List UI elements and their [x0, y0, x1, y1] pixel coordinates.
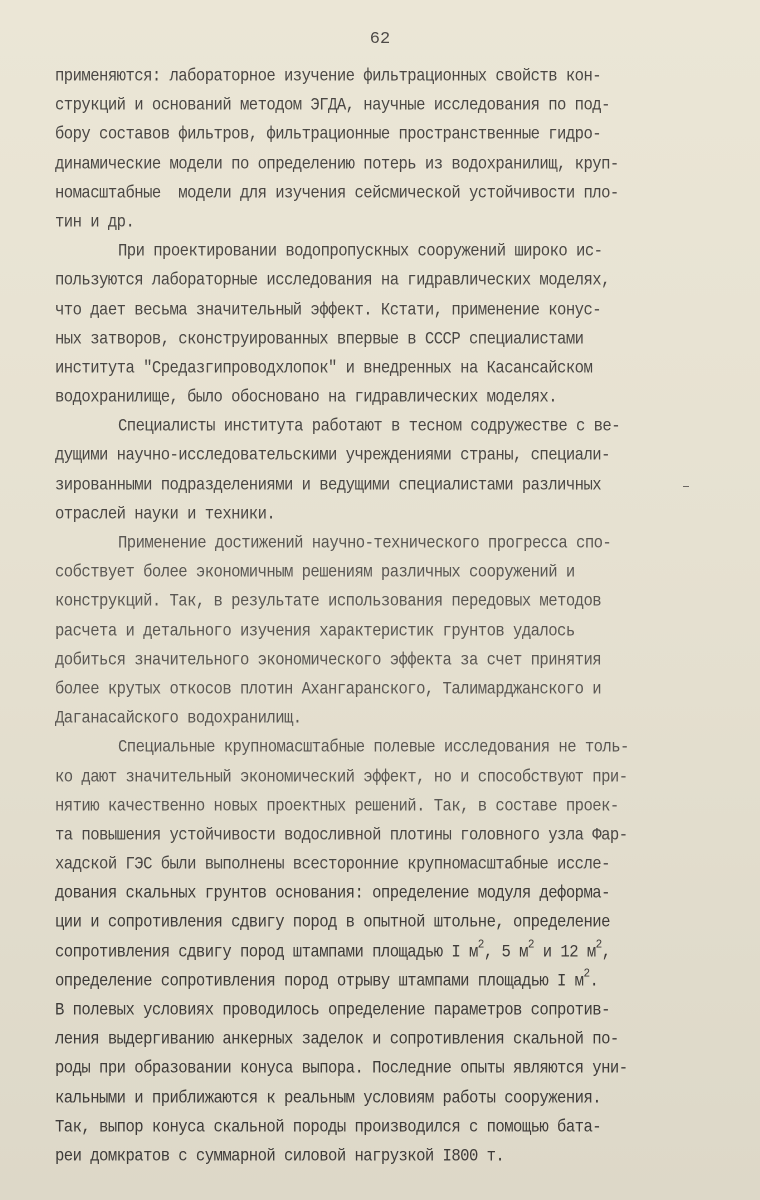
- text-line: кальными и приближаются к реальным условиям работы сооружения.: [55, 1087, 602, 1108]
- paragraph: [55, 529, 715, 733]
- text-line: зированными подразделениями и ведущими специалистами различных: [55, 474, 602, 495]
- body-text: [55, 62, 715, 1171]
- text-line: Даганасайского водохранилищ.: [55, 707, 302, 729]
- text-line: хадской ГЭС были выполнены всесторонние крупномасштабные иссле-: [55, 853, 610, 875]
- paragraph: [55, 733, 715, 1171]
- text-fragment: сопротивления сдвигу пород штампами площадью: [55, 941, 452, 962]
- text-line: тин и др.: [55, 211, 135, 232]
- ink-mark: [683, 486, 689, 487]
- text-line: дущими научно-исследовательскими учреждениями страны, специали-: [55, 445, 610, 466]
- text-line: бору составов фильтров, фильтрационные пространственные гидро-: [55, 124, 602, 145]
- text-line: применяются: лабораторное изучение фильтрационных свойств кон-: [55, 65, 602, 87]
- area-power: 2: [583, 967, 590, 981]
- area-power: 2: [477, 937, 484, 952]
- paragraph: [55, 237, 715, 412]
- text-line: дования скальных грунтов основания: определение модуля деформа-: [55, 883, 610, 904]
- area-unit: м: [519, 941, 528, 962]
- text-fragment: определение сопротивления пород отрыву штампами площадью I м: [55, 970, 584, 991]
- page-number: 62: [369, 30, 391, 49]
- text-line: отраслей науки и техники.: [55, 503, 276, 524]
- text-line: динамические модели по определению потерь из водохранилищ, круп-: [55, 153, 619, 174]
- text-line: добиться значительного экономического эффекта за счет принятия: [55, 649, 602, 670]
- area-power: 2: [527, 937, 534, 952]
- text-fragment: и: [533, 941, 561, 962]
- area-unit: м: [468, 941, 478, 962]
- area-value: 5: [501, 941, 511, 962]
- text-line: пользуются лабораторные исследования на гидравлических моделях,: [55, 270, 610, 291]
- text-line: В полевых условиях проводилось определение параметров сопротив-: [55, 999, 610, 1021]
- formula-line: [55, 936, 715, 969]
- paragraph: [55, 62, 715, 237]
- text-line: водохранилище, было обосновано на гидравлических моделях.: [55, 386, 558, 408]
- text-fragment: ,: [601, 941, 611, 962]
- area-value: 12: [560, 941, 579, 962]
- text-line: Специальные крупномасштабные полевые исследования не толь-: [118, 737, 629, 758]
- text-line: ко дают значительный экономический эффект, но и способствуют при-: [55, 766, 628, 787]
- area-value: I: [451, 941, 461, 962]
- text-fragment: .: [589, 970, 599, 991]
- text-line: более крутых откосов плотин Ахангаранского, Талимарджанского и: [55, 678, 602, 699]
- text-line: реи домкратов с суммарной силовой нагрузкой I800 т.: [55, 1145, 505, 1166]
- text-line: роды при образовании конуса выпора. Последние опыты являются уни-: [55, 1058, 628, 1079]
- text-line: Так, выпор конуса скальной породы производился с помощью бата-: [55, 1116, 602, 1137]
- text-line: института "Средазгипроводхлопок" и внедренных на Касансайском: [55, 357, 593, 378]
- text-line: номасштабные модели для изучения сейсмической устойчивости пло-: [55, 182, 619, 203]
- area-unit: м: [586, 941, 596, 962]
- formula-line: [55, 965, 715, 998]
- text-line: Применение достижений научно-технического прогресса спо-: [118, 532, 612, 554]
- text-fragment: ,: [483, 941, 502, 962]
- text-line: струкций и оснований методом ЭГДА, научные исследования по под-: [55, 95, 610, 116]
- area-power: 2: [595, 937, 602, 952]
- text-line: ления выдергиванию анкерных заделок и сопротивления скальной по-: [55, 1029, 619, 1050]
- text-line: собствует более экономичным решениям различных сооружений и: [55, 562, 575, 583]
- text-line: расчета и детального изучения характеристик грунтов удалось: [55, 620, 575, 641]
- paragraph: [55, 412, 715, 529]
- text-line: Специалисты института работают в тесном содружестве с ве-: [118, 416, 621, 437]
- text-line: При проектировании водопропускных сооружений широко ис-: [118, 240, 603, 262]
- text-line: нятию качественно новых проектных решений. Так, в составе проек-: [55, 795, 619, 816]
- text-line: та повышения устойчивости водосливной плотины головного узла Фар-: [55, 824, 628, 845]
- text-line: ных затворов, сконструированных впервые в СССР специалистами: [55, 328, 584, 349]
- text-line: ции и сопротивления сдвигу пород в опытной штольне, определение: [55, 912, 610, 933]
- text-line: что дает весьма значительный эффект. Кстати, применение конус-: [55, 299, 602, 320]
- text-line: конструкций. Так, в результате использования передовых методов: [55, 591, 602, 612]
